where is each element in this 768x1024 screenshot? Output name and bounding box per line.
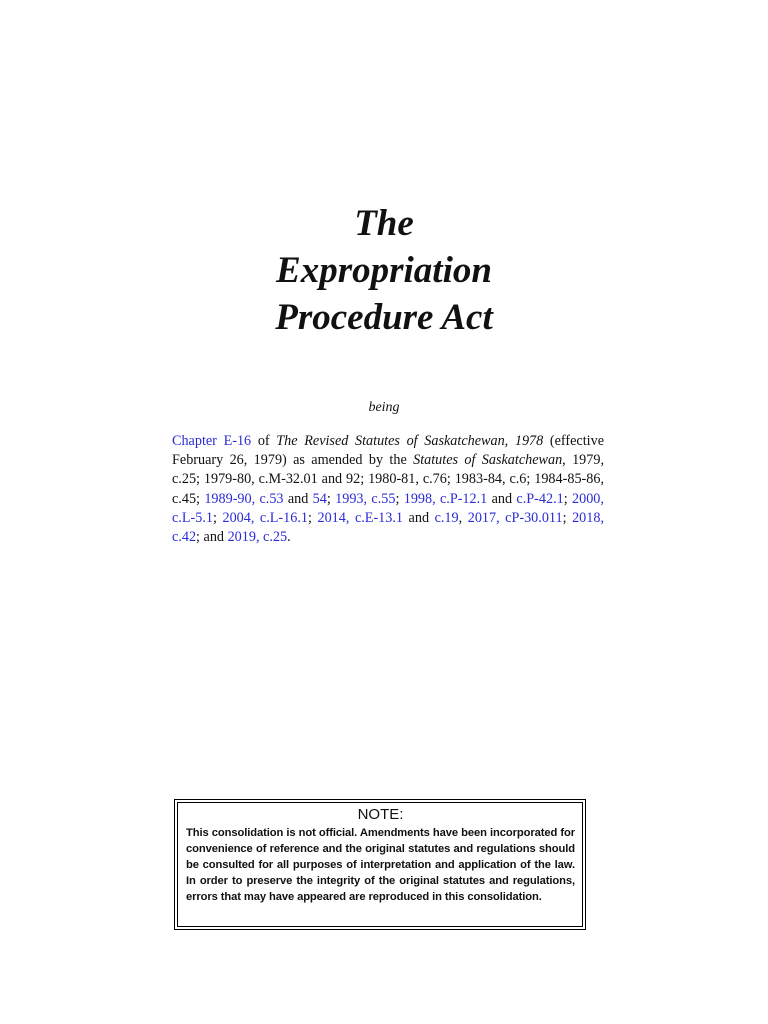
- amendment-link-54[interactable]: 54: [312, 490, 327, 507]
- amendment-link-c19[interactable]: c.19: [434, 509, 459, 526]
- citation-separator: ;: [562, 509, 573, 526]
- citation-and: and: [487, 490, 517, 507]
- amendment-link-1993[interactable]: 1993, c.55: [335, 490, 396, 507]
- citation-effective: (effective February 26, 1979) as amended by the: [172, 433, 604, 469]
- amendment-link-p42[interactable]: c.P-42.1: [516, 490, 564, 507]
- amendment-link-1998[interactable]: 1998, c.P-12.1: [403, 490, 488, 507]
- rss-title: The Revised Statutes of Saskatchewan, 1978: [276, 433, 544, 449]
- note-box: [174, 799, 586, 930]
- amendment-link-2004[interactable]: 2004, c.L-16.1: [222, 509, 308, 526]
- citation-plain-amendments: , 1979, c.25; 1979-80, c.M-32.01 and 92; 1980-81, c.76; 1983-84, c.6; 1984-85-86, c.45;: [172, 452, 604, 507]
- citation-separator: ;: [326, 490, 336, 507]
- citation-end: .: [287, 529, 291, 546]
- amendment-link-2000[interactable]: 2000, c.L-5.1: [172, 490, 604, 526]
- citation-and: and: [283, 490, 313, 507]
- being-text: being: [368, 400, 400, 415]
- citation-separator: ;: [563, 490, 572, 507]
- citation-and: and: [403, 509, 435, 526]
- document-title: [0, 200, 768, 341]
- statutes-of: Statutes of Saskatchewan: [413, 452, 563, 469]
- note-box-inner: [177, 802, 583, 927]
- note-heading: NOTE:: [357, 806, 404, 823]
- citation-paragraph: [172, 432, 604, 547]
- amendment-link-1989[interactable]: 1989-90, c.53: [204, 490, 284, 507]
- title-line-2: Expropriation: [276, 250, 492, 291]
- title-line-3: Procedure Act: [275, 297, 493, 338]
- citation-separator: ;: [308, 509, 318, 526]
- amendment-link-2019[interactable]: 2019, c.25: [227, 529, 288, 546]
- citation-separator: ,: [458, 509, 468, 526]
- amendment-link-2018[interactable]: 2018, c.42: [172, 509, 604, 546]
- chapter-link[interactable]: Chapter E-16: [172, 433, 252, 449]
- citation-separator: ;: [212, 509, 223, 526]
- amendment-link-2014[interactable]: 2014, c.E-13.1: [317, 509, 404, 526]
- note-body: This consolidation is not official. Amendments have been incorporated for convenience of reference and the original statutes and regulations should be consulted for all purposes of interpretation and application of the law. In order to preserve the integrity of the original statutes and regulations, errors that may have appeared are reproduced in this consolidation.: [186, 827, 575, 903]
- title-line-1: The: [354, 203, 414, 244]
- citation-of: of: [251, 433, 277, 449]
- citation-separator: ; and: [196, 529, 228, 546]
- amendment-link-2017[interactable]: 2017, cP-30.011: [467, 509, 563, 526]
- citation-separator: ;: [395, 490, 404, 507]
